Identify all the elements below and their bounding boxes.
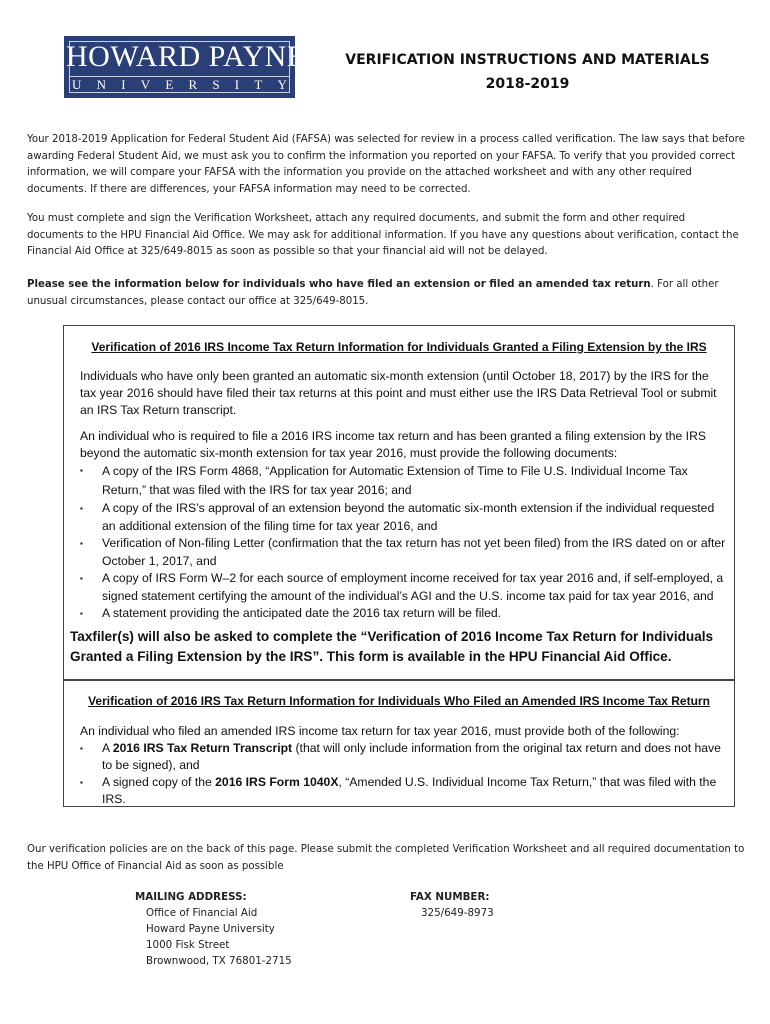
extension-paragraph-1: Individuals who have only been granted an automatic six-month extension (until October 18, 2017) by the IRS for the tax year 2016 should have filed their tax returns at this point and must either use the IRS Data Retrieval Tool or submit an IRS Tax Return transcript.: [80, 369, 717, 417]
logo-letter: Y: [277, 77, 287, 92]
page-title-year: 2018-2019: [485, 76, 570, 92]
extension-closing-note: Taxfiler(s) will also be asked to complete the “Verification of 2016 Income Tax Return for Individuals Granted a Filing Extension by the IRS”. This form is available in the HPU Financial Aid Office.: [70, 629, 714, 664]
bullet-icon: ▪: [80, 778, 83, 787]
address-line: Howard Payne University: [146, 923, 275, 935]
mailing-address-label: MAILING ADDRESS:: [135, 891, 247, 903]
extension-paragraph-2: [80, 428, 726, 623]
bullet-icon: ▪: [80, 609, 83, 618]
mailing-address: [135, 889, 292, 969]
extension-heading: Verification of 2016 IRS Income Tax Return Information for Individuals Granted a Filing Extension by the IRS: [91, 340, 707, 354]
logo-name: HOWARD PAYNE: [66, 40, 306, 73]
logo-letter: S: [212, 77, 220, 92]
university-logo: [64, 36, 306, 98]
submission-note: Our verification policies are on the back of this page. Please submit the completed Verification Worksheet and all required documentation to the HPU Office of Financial Aid as soon as possible: [27, 844, 745, 872]
fax-info: [410, 889, 494, 921]
logo-letter: I: [234, 77, 240, 92]
logo-letter: T: [254, 77, 263, 92]
list-item: ▪ A copy of IRS Form W–2 for each source of employment income received for tax year 2016 and, if self-employed, a signed statement certifying the amount of the individual’s AGI and the U.S. income tax paid for tax year 2016, and: [80, 571, 724, 603]
amended-return-section: [63, 680, 735, 807]
amended-paragraph: [80, 723, 726, 808]
bullet-icon: ▪: [80, 504, 83, 513]
extension-section: [63, 325, 735, 680]
bullet-icon: ▪: [80, 466, 83, 475]
bullet-icon: ▪: [80, 744, 83, 753]
amended-intro: An individual who filed an amended IRS income tax return for tax year 2016, must provide both of the following:: [80, 724, 680, 738]
amended-document-list: [80, 740, 726, 808]
intro-paragraph-3: [27, 277, 745, 310]
logo-letter: U: [72, 77, 82, 92]
bullet-icon: ▪: [80, 574, 83, 583]
page-title: VERIFICATION INSTRUCTIONS AND MATERIALS: [345, 52, 710, 68]
list-item: ▪ A copy of the IRS’s approval of an extension beyond the automatic six-month extension if the individual requested an additional extension of the filing time for tax year 2016, and: [80, 501, 715, 533]
extension-document-list: [80, 462, 726, 623]
logo-letter: E: [165, 77, 174, 92]
logo-subtitle: [72, 78, 287, 92]
intro-note-rest: . For all other unusual circumstances, please contact our office at 325/649-8015.: [27, 279, 719, 307]
logo-letter: R: [188, 77, 198, 92]
intro-paragraph-1: Your 2018-2019 Application for Federal Student Aid (FAFSA) was selected for review in a process called verification. The law says that before awarding Federal Student Aid, we must ask you to confirm the information you reported on your FAFSA. To verify that you provided correct information, we will compare your FAFSA with the information you provide on the attached worksheet and with any other required documents. If there are differences, your FAFSA information may need to be corrected.: [27, 134, 745, 195]
list-item: ▪ A copy of the IRS Form 4868, “Application for Automatic Extension of Time to File U.S. Individual Income Tax Return,” that was filed with the IRS for tax year 2016; and: [80, 464, 688, 497]
list-item: ▪ A statement providing the anticipated date the 2016 tax return will be filed.: [80, 606, 502, 620]
intro-bold-note: Please see the information below for individuals who have filed an extension or filed an amended tax return: [27, 279, 651, 290]
bullet-icon: ▪: [80, 539, 83, 548]
address-line: 1000 Fisk Street: [146, 939, 230, 951]
list-item: ▪ A 2016 IRS Tax Return Transcript (that will only include information from the original tax return and does not have to be signed), and: [80, 741, 721, 772]
amended-heading: Verification of 2016 IRS Tax Return Information for Individuals Who Filed an Amended IRS Income Tax Return: [88, 694, 710, 708]
address-line: Brownwood, TX 76801-2715: [146, 955, 292, 967]
logo-letter: V: [140, 77, 151, 92]
logo-letter: N: [96, 77, 106, 92]
intro-paragraph-2: You must complete and sign the Verification Worksheet, attach any required documents, and submit the form and other required documents to the HPU Financial Aid Office. We may ask for additional information. If you have any questions about verification, contact the Financial Aid Office at 325/649-8015 as soon as possible so that your financial aid will not be delayed.: [27, 213, 739, 257]
logo-letter: I: [121, 77, 126, 92]
address-line: Office of Financial Aid: [146, 907, 258, 919]
list-item: ▪ A signed copy of the 2016 IRS Form 1040X, “Amended U.S. Individual Income Tax Return,” that was filed with the IRS.: [80, 775, 717, 806]
fax-label: FAX NUMBER:: [410, 891, 490, 903]
list-item: ▪ Verification of Non-filing Letter (confirmation that the tax return has not yet been filed) from the IRS dated on or after October 1, 2017, and: [80, 536, 726, 568]
fax-number: 325/649-8973: [421, 907, 494, 919]
extension-intro: An individual who is required to file a 2016 IRS income tax return and has been granted a filing extension by the IRS beyond the automatic six-month extension for tax year 2016, must provide the following documents:: [80, 429, 707, 460]
